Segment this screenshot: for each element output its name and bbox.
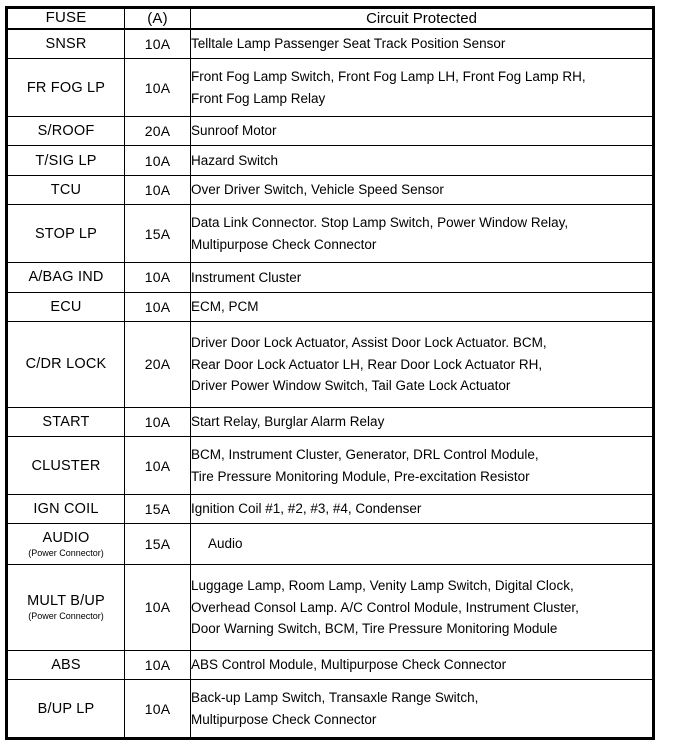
fuse-name-cell	[8, 59, 125, 117]
fuse-name-cell	[8, 564, 125, 650]
circuit-protected-line: ABS Control Module, Multipurpose Check Connector	[191, 657, 507, 673]
table-body	[8, 29, 653, 738]
circuit-protected-cell	[191, 437, 653, 495]
circuit-protected-cell	[191, 29, 653, 59]
fuse-name-label: STOP LP	[34, 225, 98, 242]
table-row	[8, 146, 653, 175]
fuse-name-cell	[8, 680, 125, 738]
fuse-amperage-cell: 20A	[125, 322, 191, 408]
table-row	[8, 59, 653, 117]
fuse-name-cell	[8, 650, 125, 679]
fuse-amperage-cell: 10A	[125, 437, 191, 495]
circuit-protected-cell	[191, 205, 653, 263]
circuit-protected-cell	[191, 322, 653, 408]
circuit-protected-cell	[191, 292, 653, 321]
table-row	[8, 494, 653, 523]
circuit-protected-line: Back-up Lamp Switch, Transaxle Range Switch,	[191, 690, 479, 706]
circuit-protected-line: Front Fog Lamp Switch, Front Fog Lamp LH, Front Fog Lamp RH,	[191, 69, 586, 85]
fuse-name-label: ECU	[50, 298, 82, 315]
circuit-protected-line: Telltale Lamp Passenger Seat Track Position Sensor	[191, 36, 506, 52]
circuit-protected-line: Multipurpose Check Connector	[191, 236, 377, 252]
fuse-amperage-cell: 20A	[125, 117, 191, 146]
circuit-protected-cell	[191, 117, 653, 146]
circuit-protected-line: Driver Power Window Switch, Tail Gate Lock Actuator	[191, 378, 511, 394]
fuse-name-cell	[8, 524, 125, 564]
circuit-protected-line: Ignition Coil #1, #2, #3, #4, Condenser	[191, 501, 422, 517]
table-row	[8, 117, 653, 146]
fuse-name-label: ABS	[51, 656, 81, 673]
fuse-name-label: IGN COIL	[33, 501, 99, 518]
circuit-protected-line: Data Link Connector. Stop Lamp Switch, Power Window Relay,	[191, 215, 569, 231]
table-row	[8, 263, 653, 292]
fuse-name-label: TCU	[50, 182, 82, 199]
circuit-protected-cell	[191, 175, 653, 204]
fuse-name-cell	[8, 292, 125, 321]
table-row	[8, 29, 653, 59]
circuit-protected-line: Hazard Switch	[191, 152, 279, 168]
fuse-amperage-cell: 10A	[125, 146, 191, 175]
fuse-name-label: B/UP LP	[37, 700, 95, 717]
circuit-protected-cell	[191, 407, 653, 436]
fuse-name-label: C/DR LOCK	[25, 356, 107, 373]
fuse-name-label: CLUSTER	[31, 457, 101, 474]
fuse-name-cell	[8, 437, 125, 495]
table-row	[8, 564, 653, 650]
fuse-name-cell	[8, 407, 125, 436]
circuit-protected-cell	[191, 263, 653, 292]
circuit-protected-cell	[191, 146, 653, 175]
fuse-amperage-cell: 10A	[125, 564, 191, 650]
fuse-amperage-cell: 10A	[125, 650, 191, 679]
circuit-protected-line: Audio	[208, 536, 243, 552]
circuit-protected-line: Luggage Lamp, Room Lamp, Venity Lamp Switch, Digital Clock,	[191, 578, 574, 593]
fuse-name-cell	[8, 146, 125, 175]
circuit-protected-line: Multipurpose Check Connector	[191, 711, 377, 727]
circuit-protected-line: ECM, PCM	[191, 299, 259, 314]
fuse-amperage-cell: 10A	[125, 263, 191, 292]
circuit-protected-cell	[191, 524, 653, 564]
column-header-amperage: (A)	[125, 9, 191, 29]
circuit-protected-cell	[191, 680, 653, 738]
circuit-protected-line: Sunroof Motor	[191, 123, 277, 139]
circuit-protected-line: Rear Door Lock Actuator LH, Rear Door Lock Actuator RH,	[191, 356, 543, 372]
fuse-name-cell	[8, 494, 125, 523]
table-header	[8, 9, 653, 29]
circuit-protected-cell	[191, 59, 653, 117]
table-row	[8, 292, 653, 321]
fuse-name-label: START	[42, 413, 90, 430]
fuse-amperage-cell: 10A	[125, 680, 191, 738]
fuse-amperage-cell: 10A	[125, 292, 191, 321]
fuse-amperage-cell: 10A	[125, 59, 191, 117]
fuse-name-label: FR FOG LP	[26, 79, 106, 96]
table-row	[8, 175, 653, 204]
fuse-name-cell	[8, 29, 125, 59]
fuse-name-label: A/BAG IND	[28, 269, 104, 286]
circuit-protected-line: Front Fog Lamp Relay	[191, 90, 326, 106]
fuse-sub-label: (Power Connector)	[28, 548, 104, 559]
table-row	[8, 650, 653, 679]
fuse-box-table	[7, 8, 653, 738]
circuit-protected-line: Instrument Cluster	[191, 269, 302, 285]
fuse-name-cell	[8, 263, 125, 292]
fuse-amperage-cell: 15A	[125, 205, 191, 263]
circuit-protected-line: Door Warning Switch, BCM, Tire Pressure Monitoring Module	[191, 621, 558, 637]
fuse-name-cell	[8, 175, 125, 204]
circuit-protected-line: Start Relay, Burglar Alarm Relay	[191, 414, 385, 430]
fuse-name-label: MULT B/UP	[27, 593, 105, 610]
circuit-protected-cell	[191, 650, 653, 679]
table-row	[8, 322, 653, 408]
table-header-row	[8, 9, 653, 29]
column-header-fuse: FUSE	[8, 9, 125, 29]
fuse-amperage-cell: 10A	[125, 175, 191, 204]
fuse-name-label: S/ROOF	[37, 123, 95, 140]
circuit-protected-cell	[191, 494, 653, 523]
fuse-amperage-cell: 15A	[125, 494, 191, 523]
table-row	[8, 205, 653, 263]
table-row	[8, 407, 653, 436]
circuit-protected-line: Driver Door Lock Actuator, Assist Door Lock Actuator. BCM,	[191, 335, 547, 351]
fuse-name-cell	[8, 117, 125, 146]
column-header-circuit-protected: Circuit Protected	[191, 9, 653, 29]
fuse-amperage-cell: 10A	[125, 29, 191, 59]
fuse-name-label: SNSR	[45, 36, 87, 52]
fuse-name-label: T/SIG LP	[35, 152, 97, 169]
circuit-protected-cell	[191, 564, 653, 650]
fuse-name-cell	[8, 205, 125, 263]
circuit-protected-line: BCM, Instrument Cluster, Generator, DRL Control Module,	[191, 447, 539, 463]
circuit-protected-line: Over Driver Switch, Vehicle Speed Sensor	[191, 182, 444, 198]
fuse-amperage-cell: 15A	[125, 524, 191, 564]
fuse-name-cell	[8, 322, 125, 408]
circuit-protected-line: Overhead Consol Lamp. A/C Control Module, Instrument Cluster,	[191, 599, 579, 615]
table-row	[8, 524, 653, 564]
fuse-box-table-container	[5, 6, 655, 740]
fuse-sub-label: (Power Connector)	[28, 611, 104, 622]
fuse-amperage-cell: 10A	[125, 407, 191, 436]
circuit-protected-line: Tire Pressure Monitoring Module, Pre-excitation Resistor	[191, 468, 530, 484]
fuse-name-label: AUDIO	[42, 530, 90, 547]
table-row	[8, 680, 653, 738]
table-row	[8, 437, 653, 495]
